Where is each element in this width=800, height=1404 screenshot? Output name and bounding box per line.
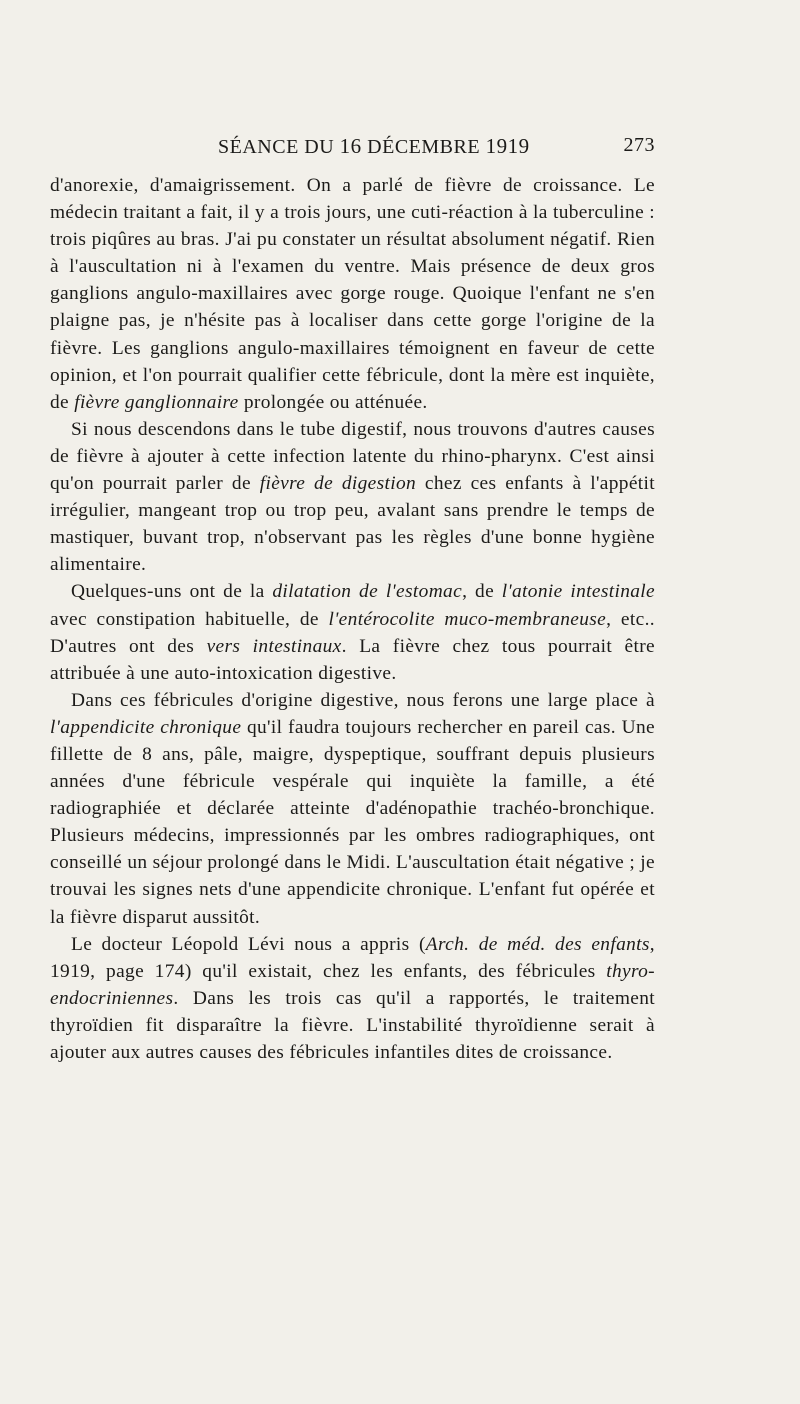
- italic-run: l'atonie intestinale: [501, 581, 655, 603]
- text-run: d'anorexie, d'amaigrissement. On a parlé de fièvre de croissance. Le médecin traitant a fait, il y a trois jours, une cuti-réaction à la tuberculine : trois piqûres au bras. J'ai pu constater un résultat absolument négatif. Rien à l'auscultation ni à l'examen du ventre. Mais présence de deux gros ganglions angulo-maxillaires avec gorge rouge. Quoique l'enfant ne s'en plaigne pas, je n'hésite pas à localiser dans cette gorge l'origine de la fièvre. Les ganglions angulo-maxillaires témoignent en faveur de cette opinion, et l'on pourrait qualifier cette fébricule, dont la mère est inquiète, de: [50, 175, 655, 413]
- paragraph: [50, 931, 655, 1066]
- italic-run: thyro-endocriniennes: [50, 960, 655, 1009]
- italic-run: Arch. de méd. des enfants: [425, 933, 650, 955]
- italic-run: fièvre de digestion: [259, 473, 417, 495]
- italic-run: l'entérocolite muco-membraneuse: [328, 608, 607, 630]
- paragraph: [50, 172, 655, 416]
- italic-run: fièvre ganglionnaire: [74, 391, 239, 413]
- italic-run: dilatation de l'estomac: [272, 581, 463, 603]
- text-run: , 1919, page 174) qu'il existait, chez les enfants, des fébricules: [50, 933, 655, 982]
- running-title: [218, 134, 530, 159]
- text-run: , etc.. D'autres ont des: [50, 608, 655, 657]
- running-title-prefix: SÉANCE DU: [218, 136, 335, 158]
- text-run: avec constipation habituelle, de: [50, 608, 329, 630]
- text-run: prolongée ou atténuée.: [238, 391, 428, 413]
- body-text: [50, 172, 655, 1066]
- running-title-year: 1919: [485, 134, 530, 158]
- text-run: qu'il faudra toujours rechercher en pareil cas. Une fillette de 8 ans, pâle, maigre, dyspeptique, souffrant depuis plusieurs années d'une fébricule vespérale qui inquiète la famille, a été radiographiée et déclarée atteinte d'adénopathie trachéo-bronchique. Plusieurs médecins, impressionnés par les ombres radiographiques, ont conseillé un séjour prolongé dans le Midi. L'auscultation était négative ; je trouvai les signes nets d'une appendicite chronique. L'enfant fut opérée et la fièvre disparut aussitôt.: [50, 716, 655, 928]
- text-run: Dans ces fébricules d'origine digestive, nous ferons une large place à: [71, 689, 655, 711]
- text-run: . Dans les trois cas qu'il a rapportés, le traitement thyroïdien fit disparaître la fièvre. L'instabilité thyroïdienne serait à ajouter aux autres causes des fébricules infantiles dites de croissance.: [50, 987, 655, 1063]
- page-number: 273: [623, 134, 655, 156]
- italic-run: l'appendicite chronique: [50, 716, 242, 738]
- text-run: Si nous descendons dans le tube digestif, nous trouvons d'autres causes de fièvre à ajouter à cette infection latente du rhino-pharynx. C'est ainsi qu'on pourrait parler de: [50, 418, 655, 495]
- paragraph: [50, 687, 655, 931]
- text-run: , de: [462, 581, 502, 603]
- paragraph: [50, 416, 655, 579]
- running-title-month: DÉCEMBRE: [367, 136, 481, 158]
- paragraph: [50, 578, 655, 686]
- text-run: . La fièvre chez tous pourrait être attribuée à une auto-intoxication digestive.: [50, 635, 656, 684]
- italic-run: vers intestinaux: [206, 635, 342, 657]
- text-run: Quelques-uns ont de la: [71, 581, 273, 603]
- text-run: Le docteur Léopold Lévi nous a appris (: [71, 933, 426, 955]
- running-title-day: 16: [339, 134, 362, 158]
- running-header: [50, 134, 655, 164]
- text-run: chez ces enfants à l'appétit irrégulier, mangeant trop ou trop peu, avalant sans prendre le temps de mastiquer, buvant trop, n'observant pas les règles d'une bonne hygiène alimentaire.: [50, 473, 656, 576]
